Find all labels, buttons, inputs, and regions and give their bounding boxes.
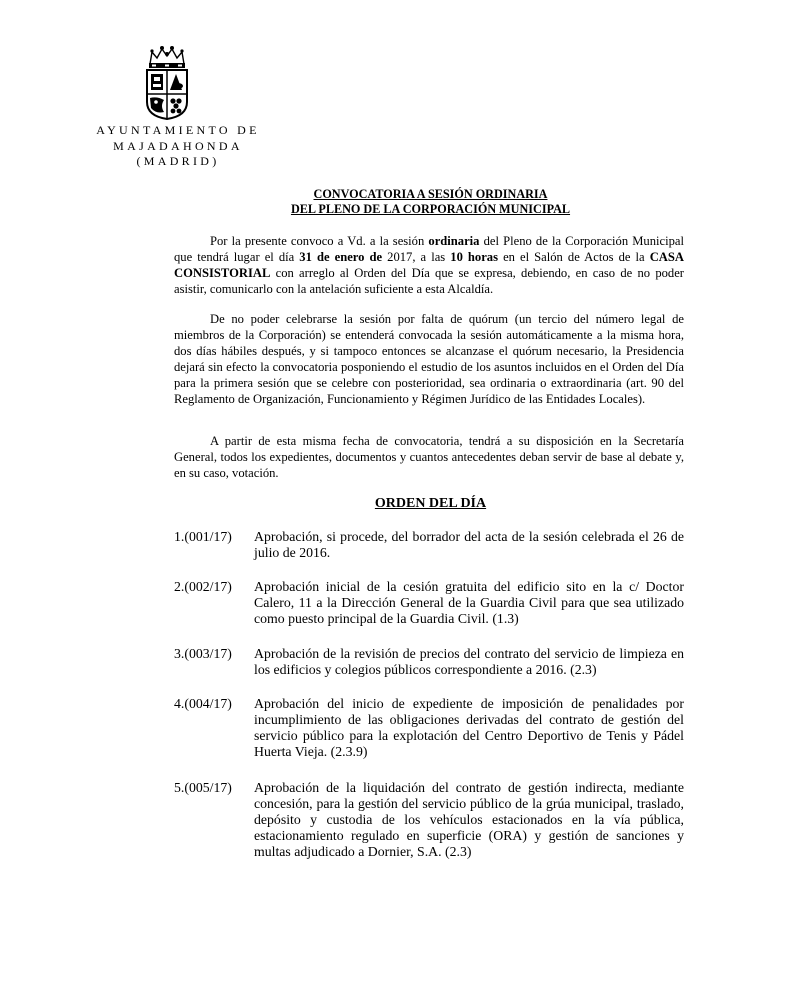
coat-of-arms-icon — [142, 44, 192, 120]
agenda-item — [174, 646, 684, 678]
paragraph-convocation — [174, 233, 684, 297]
agenda-item — [174, 529, 684, 561]
municipality-header — [86, 123, 270, 170]
document-title — [178, 187, 683, 217]
agenda-item-text: Aprobación, si procede, del borrador del acta de la sesión celebrada el 26 de julio de 2016. — [254, 529, 684, 560]
agenda-item-text: Aprobación del inicio de expediente de imposición de penalidades por incumplimiento de las obligaciones derivadas del contrato de gestión del servicio público para la explotación del Centro Deportivo de Tenis y Pádel Huerta Vieja. (2.3.9) — [254, 696, 684, 759]
agenda-item — [174, 696, 684, 760]
paragraph-quorum: De no poder celebrarse la sesión por falta de quórum (un tercio del número legal de miembros de la Corporación) se entenderá convocada la sesión automáticamente a la misma hora, dos días hábiles después, y si tampoco entonces se alcanzase el quórum necesario, la Presidencia dejará sin efecto la convocatoria posponiendo el estudio de los asuntos incluidos en el Orden del Día para la primera sesión que se celebre con posterioridad, sea ordinaria o extraordinaria (art. 90 del Reglamento de Organización, Funcionamiento y Régimen Jurídico de las Entidades Locales). — [174, 312, 684, 406]
agenda-item-text: Aprobación de la liquidación del contrato de gestión indirecta, mediante concesión, para la gestión del servicio público de la grúa municipal, traslado, depósito y custodia de los vehículos estacionados en la vía pública, estacionamiento regulado en superficie (ORA) y gestión de sanciones y multas adjudicado a Dornier, S.A. (2.3) — [254, 780, 684, 859]
p1-text-f: con arreglo al Orden del Día que se expresa, debiendo, en caso de no poder asistir, comunicarlo con la antelación suficiente a esta Alcaldía. — [174, 266, 684, 296]
title-line-1: CONVOCATORIA A SESIÓN ORDINARIA — [313, 187, 548, 201]
agenda-item-text: Aprobación de la revisión de precios del contrato del servicio de limpieza en los edificios y colegios públicos correspondiente a 2016. (2.3) — [254, 646, 684, 677]
p1-date: 31 de enero de — [299, 250, 383, 264]
p1-text-a: Por la presente convoco a Vd. a la sesión — [210, 234, 429, 248]
header-line-2: MAJADAHONDA — [113, 138, 243, 153]
agenda-heading: ORDEN DEL DÍA — [374, 496, 487, 511]
agenda-item — [174, 780, 684, 860]
header-line-1: AYUNTAMIENTO DE — [96, 123, 260, 137]
agenda-item — [174, 579, 684, 627]
agenda-item-number: 5.(005/17) — [174, 780, 232, 795]
title-line-2: DEL PLENO DE LA CORPORACIÓN MUNICIPAL — [290, 202, 571, 216]
agenda-item-text: Aprobación inicial de la cesión gratuita del edificio sito en la c/ Doctor Calero, 11 a la Dirección General de la Guardia Civil para que sea utilizado como puesto principal de la Guardia Civil. (1.3) — [254, 579, 684, 626]
p1-text-d: 2017, a las — [382, 250, 451, 264]
paragraph-documents: A partir de esta misma fecha de convocatoria, tendrá a su disposición en la Secretaría General, todos los expedientes, documentos y cuantos antecedentes deban servir de base al debate y, en su caso, votación. — [174, 434, 684, 480]
agenda-item-number: 4.(004/17) — [174, 696, 232, 711]
p1-session-type: ordinaria — [428, 234, 480, 248]
p1-location: CASA CONSISTORIAL — [174, 250, 684, 280]
p1-time: 10 horas — [450, 250, 499, 264]
p1-text-e: en el Salón de Actos de la — [498, 250, 650, 264]
p1-text-c: del Pleno de la Corporación Municipal que tendrá lugar el día — [174, 234, 684, 264]
agenda-item-number: 2.(002/17) — [174, 579, 232, 594]
header-line-3: (MADRID) — [136, 154, 220, 168]
agenda-item-number: 3.(003/17) — [174, 646, 232, 661]
agenda-item-number: 1.(001/17) — [174, 529, 232, 544]
